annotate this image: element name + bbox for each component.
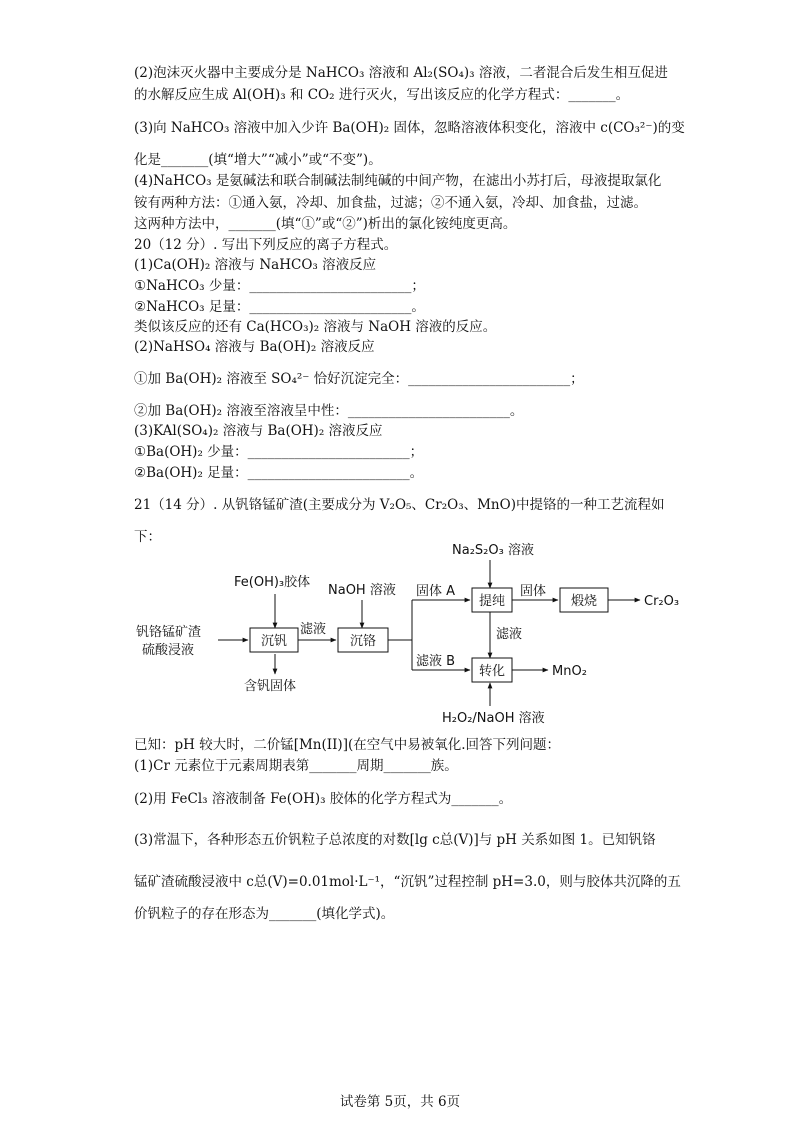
text-line: (2)NaHSO₄ 溶液与 Ba(OH)₂ 溶液反应	[134, 339, 375, 355]
text-line: ①Ba(OH)₂ 少量：________________________；	[134, 444, 424, 460]
flow-reagent-label: Fe(OH)₃胶体	[234, 575, 311, 590]
flow-stream-label: 滤液 B	[416, 654, 456, 669]
text-line: ②加 Ba(OH)₂ 溶液至溶液呈中性：________________________。	[134, 403, 524, 419]
text-line: (3)KAl(SO₄)₂ 溶液与 Ba(OH)₂ 溶液反应	[134, 423, 383, 439]
flow-start-label: 钒铬锰矿渣	[136, 625, 202, 640]
text-line: ②NaHCO₃ 足量：________________________。	[134, 299, 425, 315]
text-line: 锰矿渣硫酸浸液中 c总(V)=0.01mol·L⁻¹，“沉钒”过程控制 pH=3.0，则与胶体共沉降的五	[134, 874, 681, 890]
text-line: (1)Cr 元素位于元素周期表第_______周期_______族。	[134, 758, 458, 774]
flow-start-label: 硫酸浸液	[142, 643, 195, 658]
flow-stream-label: 滤液	[496, 627, 523, 642]
process-flow-diagram	[130, 538, 690, 728]
text-line: (2)用 FeCl₃ 溶液制备 Fe(OH)₃ 胶体的化学方程式为_______。	[134, 791, 513, 807]
text-line: ②Ba(OH)₂ 足量：________________________。	[134, 465, 424, 481]
flow-box-label: 煅烧	[570, 594, 598, 609]
text-line: (1)Ca(OH)₂ 溶液与 NaHCO₃ 溶液反应	[134, 257, 377, 273]
flow-stream-label: 固体	[520, 584, 547, 599]
text-line: 的水解反应生成 Al(OH)₃ 和 CO₂ 进行灭火，写出该反应的化学方程式：_______。	[134, 87, 630, 103]
text-line: 化是_______(填“增大”“减小”或“不变”)。	[134, 152, 382, 168]
text-line: 这两种方法中，_______(填“①”或“②”)析出的氯化铵纯度更高。	[134, 216, 517, 232]
flow-reagent-label: H₂O₂/NaOH 溶液	[442, 711, 545, 726]
flow-byproduct-label: 含钒固体	[244, 679, 297, 694]
text-line: ①NaHCO₃ 少量：________________________；	[134, 278, 425, 294]
flow-product-label: Cr₂O₃	[644, 594, 680, 609]
question-heading: 21（14 分）. 从钒铬锰矿渣(主要成分为 V₂O₅、Cr₂O₃、MnO)中提铬的一种工艺流程如	[134, 497, 665, 513]
flow-reagent-label: Na₂S₂O₃ 溶液	[452, 543, 534, 558]
flow-box-label: 沉铬	[349, 634, 377, 649]
text-line: (3)向 NaHCO₃ 溶液中加入少许 Ba(OH)₂ 固体，忽略溶液体积变化，溶液中 c(CO₃²⁻)的变	[134, 120, 685, 136]
text-line: 铵有两种方法：①通入氨，冷却、加食盐，过滤；②不通入氨，冷却、加食盐，过滤。	[134, 195, 647, 211]
question-heading: 20（12 分）. 写出下列反应的离子方程式。	[134, 237, 398, 253]
text-line: 价钒粒子的存在形态为_______(填化学式)。	[134, 906, 395, 922]
flow-box-label: 沉钒	[260, 634, 288, 649]
text-line: 下：	[134, 529, 161, 545]
flow-stream-label: 滤液	[300, 622, 327, 637]
text-line: (4)NaHCO₃ 是氨碱法和联合制碱法制纯碱的中间产物，在滤出小苏打后，母液提取氯化	[134, 173, 662, 189]
text-line: 已知：pH 较大时，二价锰[Mn(II)](在空气中易被氧化.回答下列问题：	[134, 737, 561, 753]
flow-box-label: 提纯	[478, 594, 506, 609]
flow-stream-label: 固体 A	[416, 584, 456, 599]
page-footer: 试卷第 5页，共 6页	[339, 1094, 461, 1110]
flow-product-label: MnO₂	[552, 664, 587, 679]
text-line: ①加 Ba(OH)₂ 溶液至 SO₄²⁻ 恰好沉淀完全：________________________；	[134, 371, 584, 387]
flow-reagent-label: NaOH 溶液	[328, 583, 396, 598]
flow-box-label: 转化	[478, 664, 506, 679]
text-line: (3)常温下，各种形态五价钒粒子总浓度的对数[lg c总(V)]与 pH 关系如图 1。已知钒铬	[134, 832, 656, 848]
text-line: 类似该反应的还有 Ca(HCO₃)₂ 溶液与 NaOH 溶液的反应。	[134, 319, 497, 335]
text-line: (2)泡沫灭火器中主要成分是 NaHCO₃ 溶液和 Al₂(SO₄)₃ 溶液，二者混合后发生相互促进	[134, 65, 668, 81]
